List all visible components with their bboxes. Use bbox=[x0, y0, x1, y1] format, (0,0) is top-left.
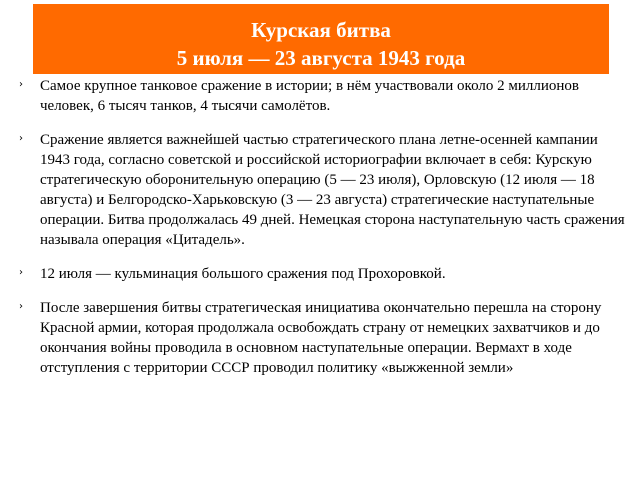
slide-subtitle-dates: 5 июля — 23 августа 1943 года bbox=[176, 46, 466, 70]
bullet-text: После завершения битвы стратегическая инициатива окончательно перешла на сторону Красной армии, которая продолжала освобождать страну от немецких захватчиков и до окончания войны проводила в основном наступательные операции. Вермахт в ходе отступления с территории СССР проводил политику «выжженной земли» bbox=[40, 300, 602, 376]
bullet-list bbox=[0, 76, 640, 392]
bullet-marker-icon: › bbox=[19, 133, 23, 144]
slide-title: Курская битва bbox=[251, 18, 391, 42]
bullet-marker-icon: › bbox=[19, 301, 23, 312]
bullet-item-aftermath bbox=[0, 298, 640, 378]
bullet-text: Самое крупное танковое сражение в истории; в нём участвовали около 2 миллионов человек, 6 тысяч танков, 4 тысячи самолётов. bbox=[40, 78, 579, 114]
bullet-item-strategic-plan bbox=[0, 130, 640, 250]
bullet-text: 12 июля — кульминация большого сражения под Прохоровкой. bbox=[40, 266, 446, 282]
bullet-text: Сражение является важнейшей частью стратегического плана летне-осенней кампании 1943 года, согласно советской и российской историографии включает в себя: Курскую стратегическую оборонительную операцию (5 — 23 июля), Орловскую (12 июля — 18 августа) и Белгородско-Харьковскую (3 — 23 августа) стратегические наступательные операции. Битва продолжалась 49 дней. Немецкая сторона наступательную часть сражения называла операция «Цитадель». bbox=[40, 132, 625, 248]
bullet-item-largest-tank-battle bbox=[0, 76, 640, 116]
bullet-item-prokhorovka bbox=[0, 264, 640, 284]
bullet-marker-icon: › bbox=[19, 267, 23, 278]
title-banner bbox=[33, 4, 609, 74]
bullet-marker-icon: › bbox=[19, 79, 23, 90]
